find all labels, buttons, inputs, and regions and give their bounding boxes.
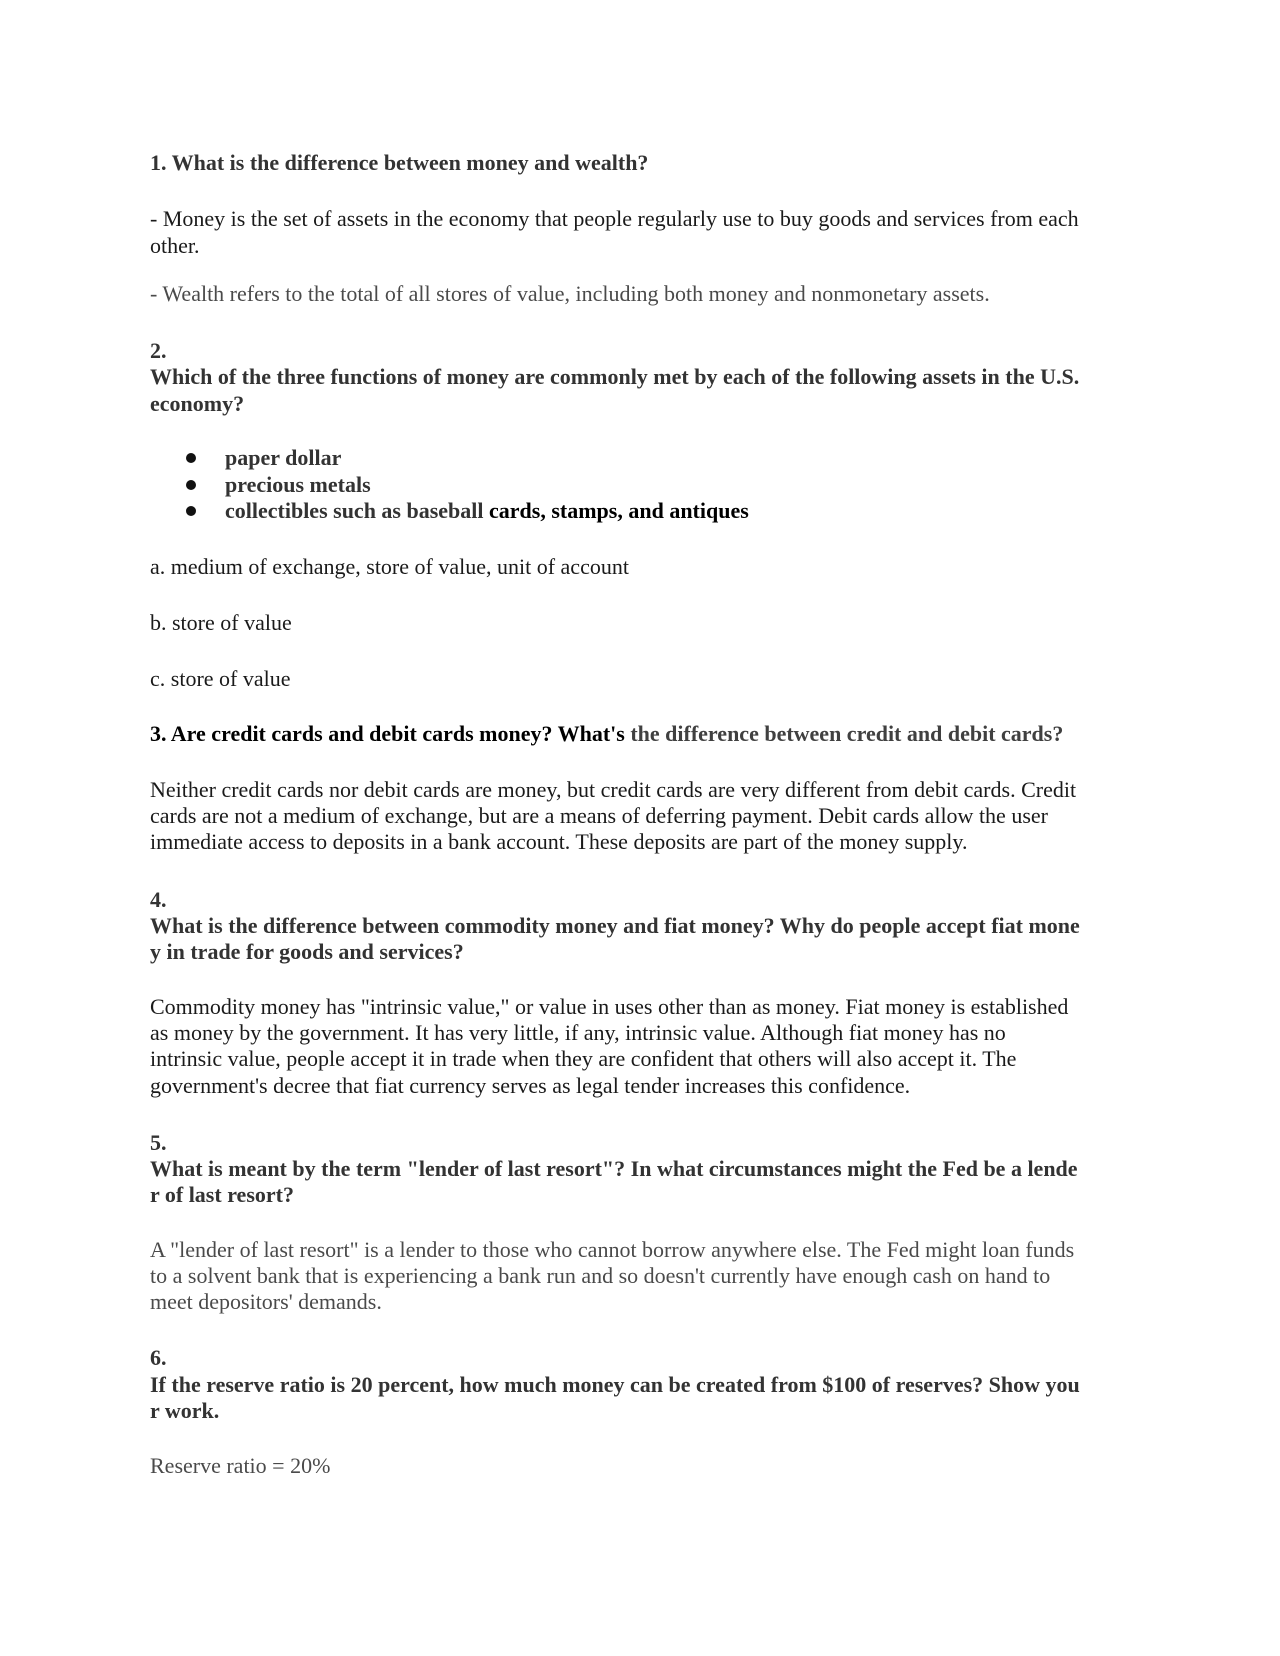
q6-question-line-2: r work. (150, 1398, 220, 1423)
q3-heading-part-2: the difference between credit and debit cards? (624, 721, 1064, 746)
q2-question-line-2: economy? (150, 391, 245, 416)
q5-question-line-2: r of last resort? (150, 1182, 294, 1207)
q1-heading: 1. What is the difference between money and wealth? (150, 150, 649, 175)
q2-answer-c: c. store of value (150, 666, 291, 691)
q5-answer-line-3: meet depositors' demands. (150, 1289, 382, 1314)
q2-item-collectibles (225, 498, 749, 524)
q5-answer-line-1: A "lender of last resort" is a lender to those who cannot borrow anywhere else. The Fed might loan funds (150, 1237, 1075, 1262)
q4-number: 4. (150, 887, 167, 912)
q2-answer-a: a. medium of exchange, store of value, unit of account (150, 554, 629, 579)
q3-heading (150, 721, 1130, 747)
q2-item-paper-dollar: paper dollar (225, 445, 342, 470)
q4-answer-line-3: intrinsic value, people accept it in trade when they are confident that others will also accept it. The (150, 1046, 1017, 1071)
q2-question-line-1: Which of the three functions of money are commonly met by each of the following assets in the U.S. (150, 364, 1080, 389)
q5-answer-line-2: to a solvent bank that is experiencing a bank run and so doesn't currently have enough cash on hand to (150, 1263, 1051, 1288)
q2-item-collectibles-part-1: collectibles such as baseball (225, 498, 484, 523)
bullet-icon (186, 453, 196, 463)
q3-answer-line-1: Neither credit cards nor debit cards are money, but credit cards are very different from debit cards. Credit (150, 777, 1077, 802)
q1-answer-wealth: - Wealth refers to the total of all stores of value, including both money and nonmonetary assets. (150, 281, 990, 306)
q1-answer-money-line-1: - Money is the set of assets in the economy that people regularly use to buy goods and services from each (150, 206, 1079, 231)
q2-number: 2. (150, 338, 167, 363)
q6-number: 6. (150, 1345, 167, 1370)
q2-item-precious-metals: precious metals (225, 472, 371, 497)
q3-answer-line-3: immediate access to deposits in a bank account. These deposits are part of the money supply. (150, 829, 968, 854)
bullet-icon (186, 480, 196, 490)
q4-answer-line-4: government's decree that fiat currency serves as legal tender increases this confidence. (150, 1073, 911, 1098)
q4-answer-line-2: as money by the government. It has very little, if any, intrinsic value. Although fiat money has no (150, 1020, 1006, 1045)
q3-answer-line-2: cards are not a medium of exchange, but are a means of deferring payment. Debit cards allow the user (150, 803, 1048, 828)
q6-answer-line-1: Reserve ratio = 20% (150, 1453, 331, 1478)
q2-answer-b: b. store of value (150, 610, 292, 635)
q6-question-line-1: If the reserve ratio is 20 percent, how much money can be created from $100 of reserves? Show you (150, 1372, 1080, 1397)
q4-question-line-1: What is the difference between commodity money and fiat money? Why do people accept fiat mone (150, 913, 1080, 938)
q3-heading-part-1: 3. Are credit cards and debit cards money? What's (150, 721, 625, 746)
q1-answer-money-line-2: other. (150, 233, 200, 258)
q5-question-line-1: What is meant by the term "lender of last resort"? In what circumstances might the Fed be a lende (150, 1156, 1078, 1181)
q4-question-line-2: y in trade for goods and services? (150, 939, 464, 964)
q2-item-collectibles-part-2: cards, stamps, and antiques (483, 498, 749, 523)
q4-answer-line-1: Commodity money has "intrinsic value," or value in uses other than as money. Fiat money is established (150, 994, 1069, 1019)
bullet-icon (186, 506, 196, 516)
q5-number: 5. (150, 1130, 167, 1155)
